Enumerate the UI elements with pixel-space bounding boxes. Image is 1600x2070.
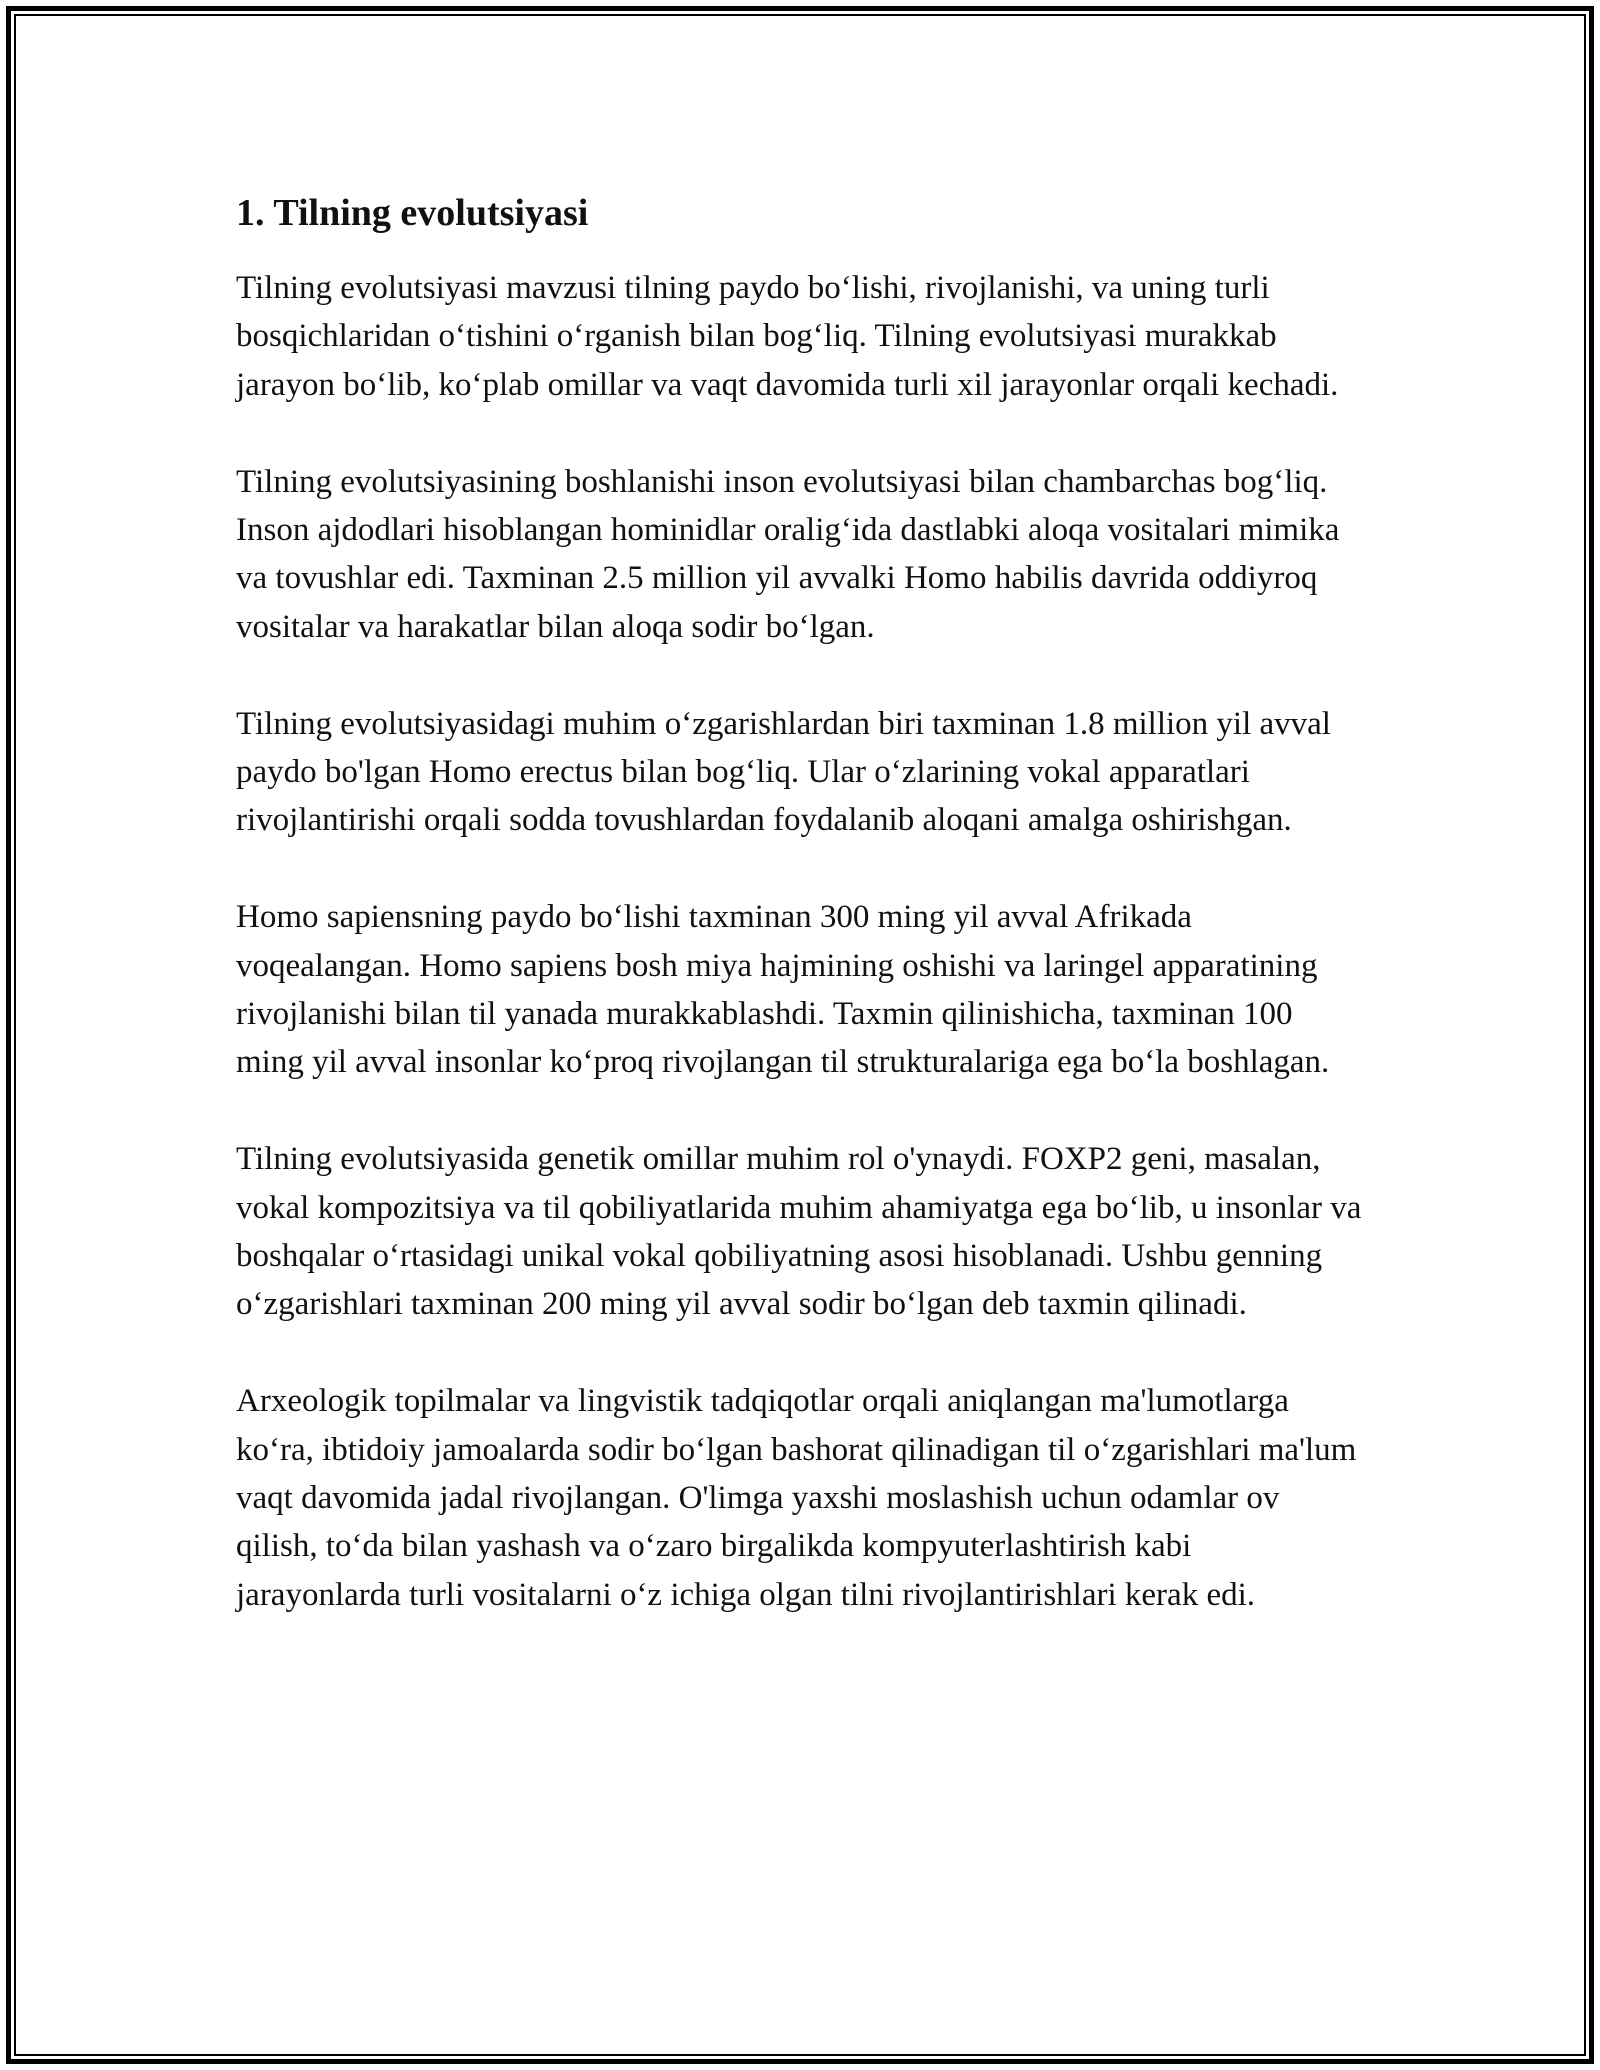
section-heading: 1. Tilning evolutsiyasi bbox=[236, 192, 589, 234]
paragraph-1: Tilning evolutsiyasi mavzusi tilning paydo bo‘lishi, rivojlanishi, va uning turli bosqichlaridan o‘tishini o‘rganish bilan bog‘liq. Tilning evolutsiyasi murakkab jarayon bo‘lib, ko‘plab omillar va vaqt davomida turli xil jarayonlar orqali kechadi. bbox=[236, 270, 1339, 403]
paragraph-6: Arxeologik topilmalar va lingvistik tadqiqotlar orqali aniqlangan ma'lumotlarga ko‘ra, ibtidoiy jamoalarda sodir bo‘lgan bashorat qilinadigan til o‘zgarishlari ma'lum vaqt davomida jadal rivojlangan. O'limga yaxshi moslashish uchun odamlar ov qilish, to‘da bilan yashash va o‘zaro birgalikda kompyuterlashtirish kabi jarayonlarda turli vositalarni o‘z ichiga olgan tilni rivojlantirishlari kerak edi. bbox=[236, 1383, 1357, 1613]
paragraph-3: Tilning evolutsiyasidagi muhim o‘zgarishlardan biri taxminan 1.8 million yil avval paydo bo'lgan Homo erectus bilan bog‘liq. Ular o‘zlarining vokal apparatlari rivojlantirishi orqali sodda tovushlardan foydalanib aloqani amalga oshirishgan. bbox=[236, 705, 1331, 839]
paragraph-2: Tilning evolutsiyasining boshlanishi inson evolutsiyasi bilan chambarchas bog‘liq. Inson ajdodlari hisoblangan hominidlar oralig‘ida dastlabki aloqa vositalari mimika va tovushlar edi. Taxminan 2.5 million yil avvalki Homo habilis davrida oddiyroq vositalar va harakatlar bilan aloqa sodir bo‘lgan. bbox=[236, 463, 1340, 645]
paragraph-4: Homo sapiensning paydo bo‘lishi taxminan 300 ming yil avval Afrikada voqealangan. Homo sapiens bosh miya hajmining oshishi va laringel apparatining rivojlanishi bilan til yanada murakkablashdi. Taxmin qilinishicha, taxminan 100 ming yil avval insonlar ko‘proq rivojlangan til strukturalariga ega bo‘la boshlagan. bbox=[236, 899, 1330, 1081]
document-body bbox=[236, 190, 1364, 1668]
paragraph-5: Tilning evolutsiyasida genetik omillar muhim rol o'ynaydi. FOXP2 geni, masalan, vokal kompozitsiya va til qobiliyatlarida muhim ahamiyatga ega bo‘lib, u insonlar va boshqalar o‘rtasidagi unikal vokal qobiliyatning asosi hisoblanadi. Ushbu genning o‘zgarishlari taxminan 200 ming yil avval sodir bo‘lgan deb taxmin qilinadi. bbox=[236, 1141, 1362, 1323]
